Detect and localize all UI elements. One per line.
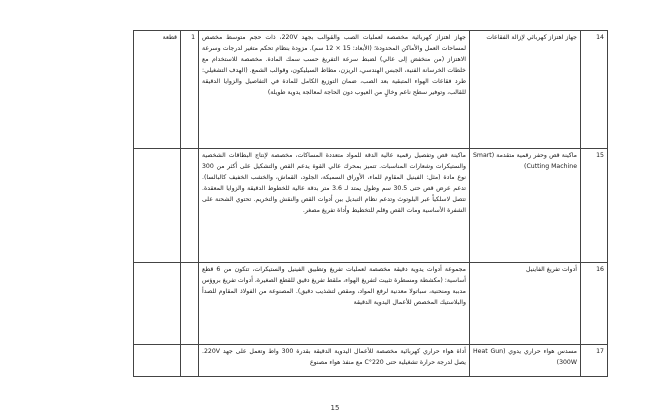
row-number: 16 — [581, 263, 608, 345]
item-unit — [134, 263, 181, 345]
row-number: 15 — [581, 149, 608, 263]
item-quantity — [181, 263, 199, 345]
item-unit: قطعة — [134, 31, 181, 149]
item-quantity — [181, 149, 199, 263]
specification-table — [133, 30, 608, 377]
item-quantity — [181, 345, 199, 377]
item-name: مسدس هواء حراري يدوي (Heat Gun 300W) — [470, 345, 581, 377]
item-unit — [134, 345, 181, 377]
item-description: جهاز اهتزاز كهربائية مخصصة لعمليات الصب والقوالب بجهد 220V، ذات حجم متوسط مخصص لمساحات العمل والأماكن المحدودة؛ (الأبعاد: 15 × 12 سم). مزودة بنظام تحكم متغير لدرجات وسرعة الاهتزاز (من منخفض إلى عالي) لضبط سرعة التفريغ حسب سمك المادة. مخصصة للاستخدام مع خلطات الخرسانة الفنية، الجبس الهندسي، الريزن، مطاط السيليكون، وقوالب الشمع. (الهدف التشغيلي: طرد فقاعات الهواء المتبقية بعد الصب، ضمان التوزيع الكامل للمادة في التفاصيل والزوايا الدقيقة للقالب، وتوفير سطح ناعم وخالٍ من العيوب دون الحاجة لمعالجة يدوية طويلة) — [199, 31, 470, 149]
table-row — [134, 31, 608, 149]
table-row — [134, 149, 608, 263]
item-name: ماكينة قص وحفر رقمية متقدمة (Smart Cutting Machine) — [470, 149, 581, 263]
item-quantity: 1 — [181, 31, 199, 149]
item-name: أدوات تفريغ الفاينيل — [470, 263, 581, 345]
item-description: أداة هواء حراري كهربائية مخصصة للأعمال اليدوية الدقيقة بقدرة 300 واط وتعمل على جهد 220V. يصل لدرجة حرارة تشغيلية حتى 220°C مع منفذ هواء مصنوع — [199, 345, 470, 377]
item-name: جهاز اهتزاز كهربائي لإزالة الفقاعات — [470, 31, 581, 149]
row-number: 17 — [581, 345, 608, 377]
item-description: مجموعة أدوات يدوية دقيقة مخصصة لعمليات تفريغ وتطبيق الفينيل والستيكرات، تتكون من 6 قطع أساسية: (مكشطة ومسطرة تثبيت لتفريغ الهواء، ملقط تفريغ دقيق للقطع الصغيرة، أدوات تفريغ بروؤس مدببة ومنحنية، سباتولا معدنية لرفع المواد، ومقص لتشذيب دقيق). المصنوعة من الفولاذ المقاوم للصدأ والبلاستيك المخصص للأعمال اليدوية الدقيقة — [199, 263, 470, 345]
page-number: 15 — [330, 404, 340, 412]
table-row — [134, 263, 608, 345]
table-row — [134, 345, 608, 377]
item-unit — [134, 149, 181, 263]
item-description: ماكينة قص وتفصيل رقمية عالية الدقة للمواد متعددة المساكات، مخصصة لإنتاج البطاقات الشخصية والستيكرات وشعارات المناسبات. تتميز بمحرك عالي القوة يدعم القص والتشكيل على أكثر من 300 نوع مادة (مثل: الفينيل المقاوم للماء، الأوراق السميكة، الجلود، القماش، والخشب الخفيف كالبالسا). تدعم عرض قص حتى 30.5 سم وطول يمتد لـ 3.6 متر بدقة عالية للخطوط الدقيقة والزوايا المعقدة. تتصل لاسلكياً عبر البلوتوث وتدعم نظام التبديل بين أدوات القص والنقش والتخريم. تحتوي الشحنة على الشفرة الأساسية ومات القص وقلم للتخطيط وأداة تفريغ مصغر. — [199, 149, 470, 263]
row-number: 14 — [581, 31, 608, 149]
